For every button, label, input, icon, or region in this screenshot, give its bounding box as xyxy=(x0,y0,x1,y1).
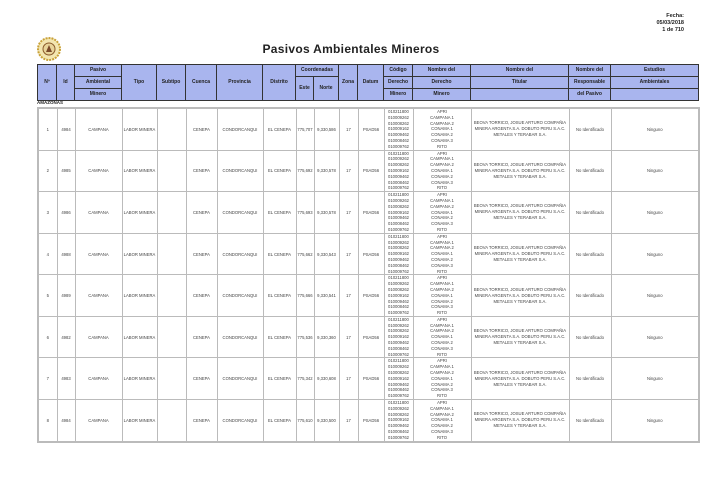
data-table xyxy=(37,107,700,443)
cell-codigos: 010211800 010009262 010008262 010009162 010009462 010008462 010009762 xyxy=(384,358,413,400)
cell-id: 4984 xyxy=(57,400,75,442)
cell-cuenca: CENEPA xyxy=(186,233,217,275)
cell-datum: PSAD56 xyxy=(358,192,384,234)
col-responsable-2: Responsable xyxy=(569,77,611,89)
col-n: Nº xyxy=(38,65,57,101)
col-codigo-2: Derecho xyxy=(384,77,413,89)
cell-estudios: Ninguno xyxy=(611,400,699,442)
cell-pasivo: CAMPANA xyxy=(75,275,122,317)
cell-estudios: Ninguno xyxy=(611,358,699,400)
cell-pasivo: CAMPANA xyxy=(75,358,122,400)
col-distrito: Distrito xyxy=(263,65,296,101)
table-row xyxy=(38,108,699,150)
cell-cuenca: CENEPA xyxy=(186,316,217,358)
cell-subtipo xyxy=(157,192,186,234)
cell-zona: 17 xyxy=(339,192,358,234)
cell-n: 3 xyxy=(38,192,57,234)
col-estudios: Estudios xyxy=(611,65,699,77)
col-norte: Norte xyxy=(314,77,339,101)
cell-n: 4 xyxy=(38,233,57,275)
table-row xyxy=(38,358,699,400)
cell-datum: PSAD56 xyxy=(358,233,384,275)
cell-tipo: LABOR MINERA xyxy=(122,233,157,275)
col-pasivo-3: Minero xyxy=(75,89,122,101)
cell-este: 775,693 xyxy=(296,192,314,234)
cell-id: 4988 xyxy=(57,233,75,275)
col-estudios-2: Ambientales xyxy=(611,77,699,89)
cell-nombres: APRI CAMPANA 1 CAMPANA 2 CONAMA 1 CONAMA 2 CONAMA 3 RITO xyxy=(413,108,471,150)
cell-codigos: 010211800 010009262 010008262 010009162 010009462 010008462 010009762 xyxy=(384,150,413,192)
cell-tipo: LABOR MINERA xyxy=(122,358,157,400)
cell-titular: BEOVA TORRICO, JOSUE ARTURO COMPAÑIA MINERA ARGENTA S.A. DOBUTO PERU S.A.C. METALES Y TERABAR S.A. xyxy=(471,400,569,442)
cell-norte: 9,330,578 xyxy=(314,192,339,234)
col-nombre-2: Derecho xyxy=(413,77,471,89)
cell-cuenca: CENEPA xyxy=(186,192,217,234)
col-provincia: Provincia xyxy=(217,65,263,101)
cell-n: 1 xyxy=(38,108,57,150)
cell-titular: BEOVA TORRICO, JOSUE ARTURO COMPAÑIA MINERA ARGENTA S.A. DOBUTO PERU S.A.C. METALES Y TERABAR S.A. xyxy=(471,108,569,150)
cell-nombres: APRI CAMPANA 1 CAMPANA 2 CONAMA 1 CONAMA 2 CONAMA 3 RITO xyxy=(413,358,471,400)
cell-subtipo xyxy=(157,358,186,400)
cell-provincia: CONDORCANQUI xyxy=(217,316,263,358)
cell-codigos: 010211800 010009262 010008262 010009162 010009462 010008462 010009762 xyxy=(384,108,413,150)
cell-responsable: No Identificado xyxy=(569,358,611,400)
cell-responsable: No Identificado xyxy=(569,275,611,317)
cell-estudios: Ninguno xyxy=(611,316,699,358)
cell-datum: PSAD56 xyxy=(358,316,384,358)
cell-nombres: APRI CAMPANA 1 CAMPANA 2 CONAMA 1 CONAMA 2 CONAMA 3 RITO xyxy=(413,233,471,275)
cell-estudios: Ninguno xyxy=(611,192,699,234)
cell-id: 4984 xyxy=(57,108,75,150)
cell-zona: 17 xyxy=(339,316,358,358)
cell-tipo: LABOR MINERA xyxy=(122,150,157,192)
cell-codigos: 010211800 010009262 010008262 010009162 010009462 010008462 010009762 xyxy=(384,192,413,234)
cell-estudios: Ninguno xyxy=(611,150,699,192)
cell-n: 8 xyxy=(38,400,57,442)
col-nombre-derecho: Nombre del xyxy=(413,65,471,77)
cell-estudios: Ninguno xyxy=(611,108,699,150)
cell-norte: 9,330,608 xyxy=(314,358,339,400)
table-row xyxy=(38,316,699,358)
cell-codigos: 010211800 010009262 010008262 010009162 010009462 010008462 010009762 xyxy=(384,400,413,442)
cell-datum: PSAD56 xyxy=(358,108,384,150)
cell-subtipo xyxy=(157,108,186,150)
cell-id: 4985 xyxy=(57,150,75,192)
cell-norte: 9,330,586 xyxy=(314,108,339,150)
cell-norte: 9,330,541 xyxy=(314,275,339,317)
cell-provincia: CONDORCANQUI xyxy=(217,358,263,400)
cell-este: 775,662 xyxy=(296,233,314,275)
cell-tipo: LABOR MINERA xyxy=(122,275,157,317)
cell-subtipo xyxy=(157,233,186,275)
cell-subtipo xyxy=(157,316,186,358)
cell-n: 7 xyxy=(38,358,57,400)
cell-datum: PSAD56 xyxy=(358,358,384,400)
cell-nombres: APRI CAMPANA 1 CAMPANA 2 CONAMA 1 CONAMA 2 CONAMA 3 RITO xyxy=(413,275,471,317)
cell-titular: BEOVA TORRICO, JOSUE ARTURO COMPAÑIA MINERA ARGENTA S.A. DOBUTO PERU S.A.C. METALES Y TERABAR S.A. xyxy=(471,316,569,358)
cell-titular: BEOVA TORRICO, JOSUE ARTURO COMPAÑIA MINERA ARGENTA S.A. DOBUTO PERU S.A.C. METALES Y TERABAR S.A. xyxy=(471,233,569,275)
col-responsable-3: del Pasivo xyxy=(569,89,611,101)
table-row xyxy=(38,150,699,192)
cell-responsable: No Identificado xyxy=(569,233,611,275)
cell-pasivo: CAMPANA xyxy=(75,150,122,192)
col-responsable: Nombre del xyxy=(569,65,611,77)
col-cuenca: Cuenca xyxy=(186,65,217,101)
cell-pasivo: CAMPANA xyxy=(75,192,122,234)
cell-subtipo xyxy=(157,400,186,442)
cell-pasivo: CAMPANA xyxy=(75,400,122,442)
table-row xyxy=(38,275,699,317)
cell-distrito: EL CENEPA xyxy=(263,192,296,234)
date-label: Fecha: xyxy=(666,13,684,19)
cell-zona: 17 xyxy=(339,150,358,192)
cell-responsable: No Identificado xyxy=(569,316,611,358)
cell-subtipo xyxy=(157,275,186,317)
page-number: 1 de 710 xyxy=(662,27,684,33)
cell-responsable: No Identificado xyxy=(569,192,611,234)
cell-n: 2 xyxy=(38,150,57,192)
cell-distrito: EL CENEPA xyxy=(263,275,296,317)
cell-titular: BEOVA TORRICO, JOSUE ARTURO COMPAÑIA MINERA ARGENTA S.A. DOBUTO PERU S.A.C. METALES Y TERABAR S.A. xyxy=(471,275,569,317)
table-row xyxy=(38,192,699,234)
col-titular-3 xyxy=(471,89,569,101)
cell-n: 5 xyxy=(38,275,57,317)
region-label: AMAZONAS xyxy=(37,100,63,105)
cell-tipo: LABOR MINERA xyxy=(122,192,157,234)
cell-distrito: EL CENEPA xyxy=(263,150,296,192)
cell-titular: BEOVA TORRICO, JOSUE ARTURO COMPAÑIA MINERA ARGENTA S.A. DOBUTO PERU S.A.C. METALES Y TERABAR S.A. xyxy=(471,358,569,400)
cell-norte: 9,330,543 xyxy=(314,233,339,275)
cell-tipo: LABOR MINERA xyxy=(122,400,157,442)
date-value: 05/03/2018 xyxy=(656,20,684,26)
cell-n: 6 xyxy=(38,316,57,358)
cell-responsable: No Identificado xyxy=(569,400,611,442)
col-codigo: Código xyxy=(384,65,413,77)
table-row xyxy=(38,233,699,275)
cell-este: 775,707 xyxy=(296,108,314,150)
page-title: Pasivos Ambientales Mineros xyxy=(262,42,440,56)
table-row xyxy=(38,400,699,442)
col-pasivo-2: Ambiental xyxy=(75,77,122,89)
cell-datum: PSAD56 xyxy=(358,150,384,192)
cell-estudios: Ninguno xyxy=(611,233,699,275)
cell-este: 775,610 xyxy=(296,400,314,442)
cell-provincia: CONDORCANQUI xyxy=(217,275,263,317)
col-datum: Datum xyxy=(358,65,384,101)
cell-este: 775,666 xyxy=(296,275,314,317)
cell-tipo: LABOR MINERA xyxy=(122,108,157,150)
cell-pasivo: CAMPANA xyxy=(75,233,122,275)
cell-cuenca: CENEPA xyxy=(186,275,217,317)
cell-nombres: APRI CAMPANA 1 CAMPANA 2 CONAMA 1 CONAMA 2 CONAMA 3 RITO xyxy=(413,150,471,192)
cell-norte: 9,330,360 xyxy=(314,316,339,358)
cell-provincia: CONDORCANQUI xyxy=(217,108,263,150)
cell-provincia: CONDORCANQUI xyxy=(217,400,263,442)
cell-provincia: CONDORCANQUI xyxy=(217,233,263,275)
cell-nombres: APRI CAMPANA 1 CAMPANA 2 CONAMA 1 CONAMA 2 CONAMA 3 RITO xyxy=(413,192,471,234)
cell-estudios: Ninguno xyxy=(611,275,699,317)
cell-titular: BEOVA TORRICO, JOSUE ARTURO COMPAÑIA MINERA ARGENTA S.A. DOBUTO PERU S.A.C. METALES Y TERABAR S.A. xyxy=(471,150,569,192)
col-titular-2: Titular xyxy=(471,77,569,89)
col-zona: Zona xyxy=(339,65,358,101)
cell-distrito: EL CENEPA xyxy=(263,108,296,150)
cell-cuenca: CENEPA xyxy=(186,358,217,400)
col-id: Id xyxy=(57,65,75,101)
cell-zona: 17 xyxy=(339,108,358,150)
cell-zona: 17 xyxy=(339,358,358,400)
table-header xyxy=(37,64,699,101)
col-titular: Nombre del xyxy=(471,65,569,77)
col-subtipo: Subtipo xyxy=(157,65,186,101)
col-coordenadas: Coordenadas xyxy=(296,65,339,77)
cell-id: 4982 xyxy=(57,316,75,358)
cell-cuenca: CENEPA xyxy=(186,108,217,150)
cell-codigos: 010211800 010009262 010008262 010009162 010009462 010008462 010009762 xyxy=(384,316,413,358)
cell-responsable: No Identificado xyxy=(569,108,611,150)
cell-nombres: APRI CAMPANA 1 CAMPANA 2 CONAMA 1 CONAMA 2 CONAMA 3 RITO xyxy=(413,316,471,358)
col-codigo-3: Minero xyxy=(384,89,413,101)
cell-distrito: EL CENEPA xyxy=(263,400,296,442)
cell-distrito: EL CENEPA xyxy=(263,233,296,275)
cell-provincia: CONDORCANQUI xyxy=(217,192,263,234)
cell-datum: PSAD56 xyxy=(358,275,384,317)
cell-tipo: LABOR MINERA xyxy=(122,316,157,358)
cell-norte: 9,330,578 xyxy=(314,150,339,192)
cell-responsable: No Identificado xyxy=(569,150,611,192)
cell-nombres: APRI CAMPANA 1 CAMPANA 2 CONAMA 1 CONAMA 2 CONAMA 3 RITO xyxy=(413,400,471,442)
cell-id: 4989 xyxy=(57,275,75,317)
col-este: Este xyxy=(296,77,314,101)
cell-pasivo: CAMPANA xyxy=(75,108,122,150)
cell-zona: 17 xyxy=(339,400,358,442)
cell-zona: 17 xyxy=(339,233,358,275)
cell-este: 775,692 xyxy=(296,150,314,192)
page-meta xyxy=(656,13,684,34)
cell-distrito: EL CENEPA xyxy=(263,358,296,400)
cell-id: 4986 xyxy=(57,192,75,234)
cell-cuenca: CENEPA xyxy=(186,150,217,192)
cell-provincia: CONDORCANQUI xyxy=(217,150,263,192)
cell-subtipo xyxy=(157,150,186,192)
cell-id: 4983 xyxy=(57,358,75,400)
col-tipo: Tipo xyxy=(122,65,157,101)
cell-este: 775,536 xyxy=(296,316,314,358)
cell-codigos: 010211800 010009262 010008262 010009162 010009462 010008462 010009762 xyxy=(384,275,413,317)
col-nombre-3: Minero xyxy=(413,89,471,101)
cell-pasivo: CAMPANA xyxy=(75,316,122,358)
col-estudios-3 xyxy=(611,89,699,101)
cell-datum: PSAD56 xyxy=(358,400,384,442)
cell-titular: BEOVA TORRICO, JOSUE ARTURO COMPAÑIA MINERA ARGENTA S.A. DOBUTO PERU S.A.C. METALES Y TERABAR S.A. xyxy=(471,192,569,234)
cell-cuenca: CENEPA xyxy=(186,400,217,442)
cell-zona: 17 xyxy=(339,275,358,317)
cell-norte: 9,330,500 xyxy=(314,400,339,442)
col-pasivo: Pasivo xyxy=(75,65,122,77)
cell-distrito: EL CENEPA xyxy=(263,316,296,358)
cell-codigos: 010211800 010009262 010008262 010009162 010009462 010008462 010009762 xyxy=(384,233,413,275)
cell-este: 775,342 xyxy=(296,358,314,400)
